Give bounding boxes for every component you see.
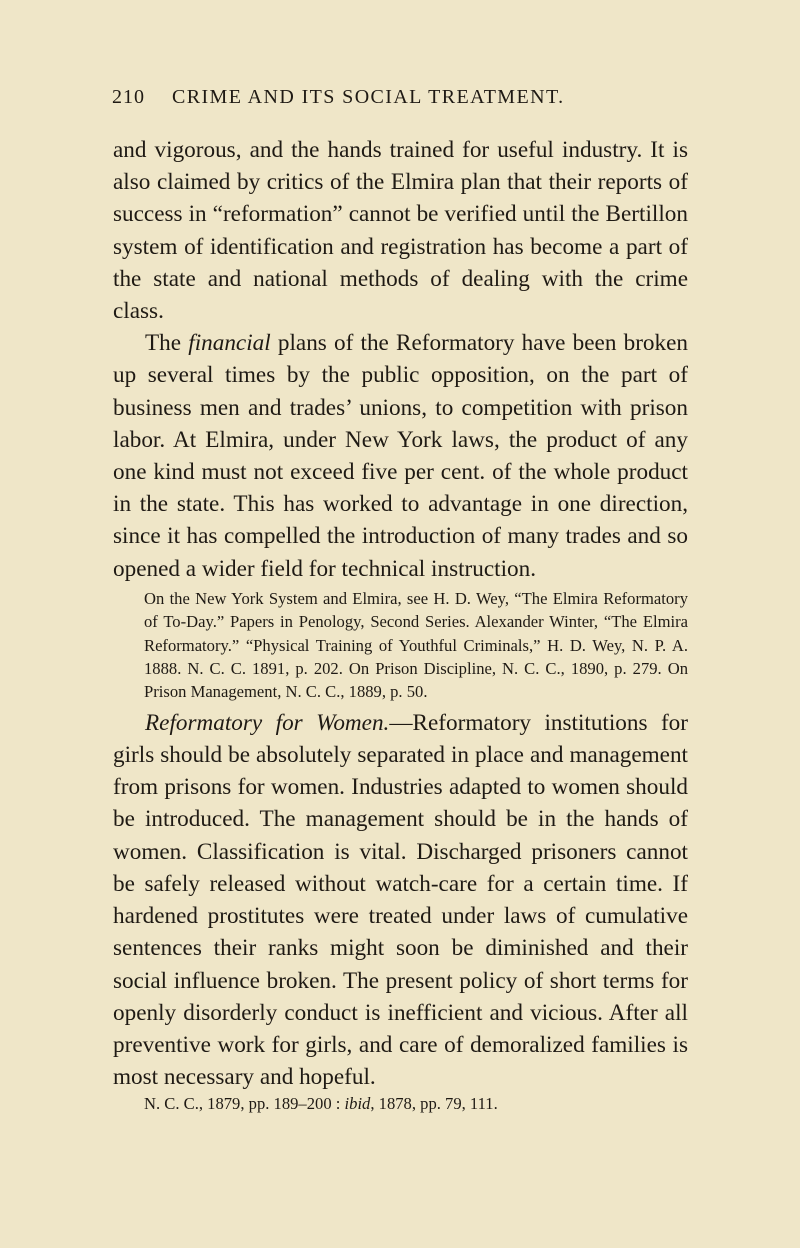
citation-line: [113, 1093, 688, 1115]
citation-before: N. C. C., 1879, pp. 189–200 :: [144, 1094, 341, 1114]
body-text: [113, 134, 688, 1115]
paragraph-2-lead: The: [145, 330, 182, 357]
paragraph-2: [113, 327, 688, 585]
page-number: 210: [112, 86, 145, 108]
running-header: [112, 86, 632, 109]
paragraph-3-text: Reformatory institutions for girls should be absolutely separated in place and management from prisons for women. Industries adapted to women should be introduced. The management should be in the hands of women. Classification is vital. Discharged prisoners cannot be safely released without watch-care for a certain time. If hardened prostitutes were treated under laws of cumulative sentences their ranks might soon be diminished and their social influence broken. The present policy of short terms for openly disorderly conduct is inefficient and vicious. After all preventive work for girls, and care of demoralized families is most necessary and hopeful.: [113, 709, 688, 1091]
running-title: CRIME AND ITS SOCIAL TREATMENT.: [172, 86, 565, 108]
reference-note: On the New York System and Elmira, see H. D. Wey, “The Elmira Reformatory of To-Day.” Papers in Penology, Second Series. Alexander Winter, “The Elmira Reformatory.” “Physical Training of Youthful Criminals,” H. D. Wey, N. P. A. 1888. N. C. C. 1891, p. 202. On Prison Discipline, N. C. C., 1890, p. 279. On Prison Management, N. C. C., 1889, p. 50.: [144, 588, 688, 702]
paragraph-3: [113, 707, 688, 1093]
section-heading: Reformatory for Women.: [145, 709, 390, 736]
paragraph-1: and vigorous, and the hands trained for useful industry. It is also claimed by critics of the Elmira plan that their reports of success in “reformation” cannot be verified until the Bertillon system of identification and registration has become a part of the state and national methods of dealing with the crime class.: [113, 137, 688, 325]
citation-italic: ibid: [344, 1094, 371, 1114]
paragraph-2-italic: financial: [188, 330, 271, 357]
paragraph-2-text: plans of the Reformatory have been broken up several times by the public opposition, on the part of business men and trades’ unions, to competition with prison labor. At Elmira, under New York laws, the product of any one kind must not exceed five per cent. of the whole product in the state. This has worked to advantage in one direction, since it has compelled the introduction of many trades and so opened a wider field for technical instruction.: [113, 330, 688, 582]
citation-after: , 1878, pp. 79, 111.: [370, 1094, 498, 1114]
em-dash: —: [389, 709, 413, 736]
